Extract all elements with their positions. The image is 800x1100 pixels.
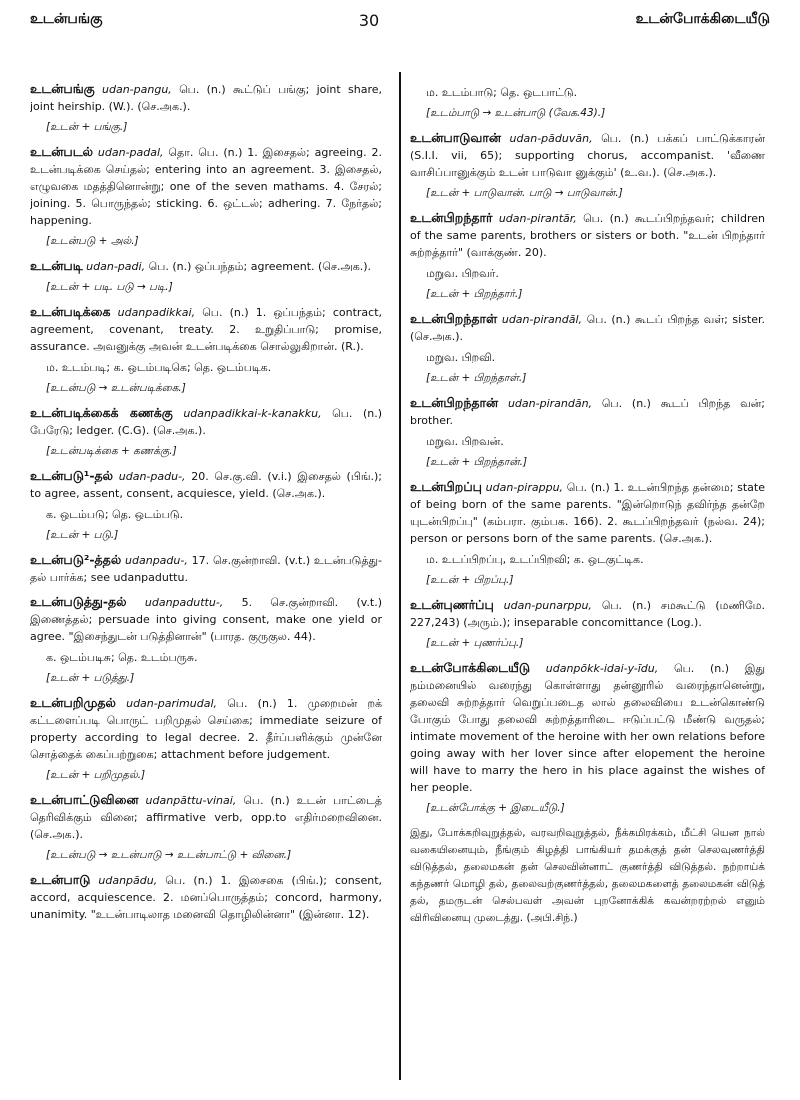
entry-transliteration: udan-pirandāl, (501, 313, 583, 326)
right-column-entries (410, 84, 765, 817)
entry-transliteration: udan-punarppu, (503, 599, 592, 612)
entry-etymology: [உடன் + பிறந்தார்.] (426, 288, 523, 300)
dictionary-entry (410, 478, 765, 589)
entry-transliteration: udanpādu, (98, 874, 158, 887)
closing-paragraph: இது, போக்கறிவுறுத்தல், வரவறிவுறுத்தல், நீக்கமிரக்கம், மீட்சி யென நால் வகையினையும், நீங்கும் கிழத்தி பாங்கியர் தமக்குத் தன் செலவுணர்த்தி விடுத்தல், தலைமகன் தன் செலவின்னாட் குணர்த்தி விடுத்தல். நற்றாய்க் கந்தணர் மொழி தல், தலைவற்குணர்த்தல், தலைமகளைத் தலைமகன் விடுத் தல், தமருடன் செல்பவள் அவன் புறனோக்கிக் கவன்றரற்றல் எனும் விரிவினையு முடைத்து. (அபி.சிந்.) (410, 827, 765, 924)
entry-headword: உடன்படிக்கைக் கணக்கு (30, 405, 173, 420)
entry-definition (30, 593, 382, 645)
entry-transliteration: udanpōkk-idai-y-īdu, (545, 662, 659, 675)
entry-etymology: [உடன் + புணர்ப்பு.] (426, 637, 524, 649)
entry-etymology: [உடன் + படு.] (46, 529, 119, 541)
entry-headword: உடன்பறிமுதல் (30, 695, 116, 710)
entry-definition (30, 80, 382, 115)
entry-definition (30, 791, 382, 843)
entry-cognates: மறுவ. பிறவர். (426, 267, 499, 280)
entry-cognates: மறுவ. பிறவி. (426, 351, 496, 364)
entry-definition (410, 596, 765, 631)
entry-definition (410, 478, 765, 547)
entry-headword: உடன்படு¹-தல் (30, 468, 114, 483)
entry-body: பெ. (n.) பேரேடு; ledger. (C.G). (செ.அக.). (30, 407, 382, 437)
entry-etymology: [உடம்பாடு → உடன்பாடு (வேக.43).] (426, 107, 606, 119)
entry-body: தொ. பெ. (n.) 1. இசைதல்; agreeing. 2. உடன்படிக்கை செய்தல்; entering into an agreement. 3. இசைதல், எழுவகை மதத்தினொன்று; one of the seven mathams. 4. சேரல்; joining. 5. பொருந்தல்; sticking. 6. ஒட்டல்; adhering. 7. நேர்தல்; happening. (30, 146, 382, 227)
entry-transliteration: udanpāttu-vinai, (145, 794, 237, 807)
entry-definition (410, 659, 765, 796)
entry-body: பெ. (n.) பக்கப் பாட்டுக்காரன் (S.I.I. vii, 65); supporting chorus, accompanist. 'வீணை வாசிப்பானுக்கும் உடன் பாடுவா னுக்கும்' (உ.வ.). (செ.அக.). (410, 132, 765, 179)
entry-etymology: [உடன்படிக்கை + கணக்கு.] (46, 445, 177, 457)
entry-body: பெ. (n.) கூடப்பிறந்தவர்; children of the same parents, brothers or sisters or both. "உடன் பிறந்தார் சுற்றத்தார்" (வாக்குண். 20). (410, 212, 765, 259)
entry-etymology: [உடன்படு + அல்.] (46, 235, 139, 247)
entry-headword: உடன்படுத்து-தல் (30, 594, 127, 609)
entry-transliteration: udan-padal, (97, 146, 164, 159)
entry-definition (410, 129, 765, 181)
entry-transliteration: udanpadu-, (125, 554, 188, 567)
dictionary-entry (30, 80, 382, 136)
entry-transliteration: udan-pirantār, (498, 212, 577, 225)
entry-headword: உடன்பிறந்தார் (410, 210, 493, 225)
entry-etymology: [உடன் + பாடுவான். பாடு → பாடுவான்.] (426, 187, 623, 199)
entry-transliteration: udanpadikkai-k-kanakku, (183, 407, 322, 420)
dictionary-entry (30, 871, 382, 923)
page-number: 30 (358, 10, 380, 30)
entry-etymology: [உடன் + பிறந்தான்.] (426, 456, 528, 468)
entry-definition (30, 871, 382, 923)
entry-body: பெ. (n.) 1. உடன்பிறந்த தன்மை; state of being born of the same parents. "இன்றொடுந் தவிர்ந்த தன்றே யுடன்பிறப்பு" (கம்பரா. கும்பக. 166). 2. கூடப்பிறந்தவர் (நல்வ. 24); person or persons born of the same parents. (செ.அக.). (410, 481, 765, 545)
entry-definition (410, 310, 765, 345)
dictionary-entry (410, 209, 765, 303)
dictionary-entry (30, 303, 382, 397)
entry-definition (30, 551, 382, 586)
entry-headword: உடன்பாடு (30, 872, 91, 887)
dictionary-entry (410, 596, 765, 652)
header-left-guideword: உடன்பங்கு (30, 11, 103, 27)
entry-etymology: [உடன் + பிறப்பு.] (426, 574, 514, 586)
page-header (30, 6, 770, 34)
dictionary-entry (30, 791, 382, 864)
entry-headword: உடன்பிறந்தாள் (410, 311, 498, 326)
right-column (410, 80, 765, 1080)
entry-headword: உடன்பாட்டுவினை (30, 792, 139, 807)
entry-body: 17. செ.குன்றாவி. (v.t.) உடன்படுத்து-தல் பார்க்க; see udanpaduttu. (30, 554, 382, 584)
entry-transliteration: udanpaduttu-, (144, 596, 224, 609)
entry-definition (30, 303, 382, 355)
entry-headword: உடன்பாடுவான் (410, 130, 502, 145)
header-right-guideword: உடன்போக்கிடையீடு (635, 11, 770, 27)
entry-transliteration: udan-parimudal, (126, 697, 217, 710)
entry-body: பெ. (n.) இது நம்மனையில் வரைந்து கொள்ளாது தன்னூரில் வரைந்தானென்று, தலைவி சுற்றத்தார் வெறுப்படைத லால் தலைவியை உடன்கொண்டு போகும் போது தலைவி சுற்றத்தாரிடை ஈடுப்பட்டு மீண்டு வருதல்; intimate movement of the heroine with her own relations before going away with her lover since after elopement the heroine will have to marry the hero in his place against the wishes of her people. (410, 662, 765, 794)
entry-body: பெ. (n.) சமகூட்டு (மணிமே. 227,243) (அரும்.); inseparable concomittance (Log.). (410, 599, 765, 629)
entry-body: 5. செ.குன்றாவி. (v.t.) இணைத்தல்; persuade into giving consent, make one yield or agree. "இசைந்துடன் படுத்தினான்" (பாரத. குருகுல. 44). (30, 596, 382, 643)
entry-transliteration: udan-padi, (86, 260, 146, 273)
entry-headword: உடன்பங்கு (30, 81, 95, 96)
entry-headword: உடன்படிக்கை (30, 304, 111, 319)
entry-definition (30, 467, 382, 502)
dictionary-entry (410, 84, 765, 122)
dictionary-entry (30, 694, 382, 784)
entry-definition (30, 694, 382, 763)
entry-definition (30, 143, 382, 229)
dictionary-entry (410, 394, 765, 471)
entry-headword: உடன்படு²-த்தல் (30, 552, 122, 567)
entry-cognates: க. ஒடம்படு; தெ. ஒடம்படு. (46, 508, 184, 521)
dictionary-entry (30, 257, 382, 296)
column-divider (399, 72, 401, 1080)
entry-headword: உடன்போக்கிடையீடு (410, 660, 531, 675)
entry-transliteration: udanpadikkai, (117, 306, 196, 319)
entry-transliteration: udan-padu-, (118, 470, 186, 483)
entry-headword: உடன்பிறப்பு (410, 479, 482, 494)
entry-etymology: [உடன் + பறிமுதல்.] (46, 769, 146, 781)
dictionary-entry (30, 593, 382, 687)
entry-definition (410, 209, 765, 261)
entry-transliteration: udan-pāduvān, (509, 132, 593, 145)
entry-headword: உடன்புணர்ப்பு (410, 597, 494, 612)
entry-headword: உடன்பிறந்தான் (410, 395, 499, 410)
entry-definition (410, 394, 765, 429)
dictionary-entry (410, 310, 765, 387)
entry-etymology: [உடன்படு → உடன்படிக்கை.] (46, 382, 186, 394)
dictionary-entry (30, 551, 382, 586)
dictionary-entry (30, 404, 382, 460)
entry-headword: உடன்படல் (30, 144, 94, 159)
entry-etymology: [உடன் + படுத்து.] (46, 672, 135, 684)
entry-definition (30, 257, 382, 275)
entry-transliteration: udan-pangu, (102, 83, 172, 96)
dictionary-entry (30, 467, 382, 544)
entry-cognates: க. ஒடம்படிசு; தெ. உடம்பருசு. (46, 651, 198, 664)
left-column (30, 80, 382, 1080)
entry-etymology: [உடன் + பிறந்தாள்.] (426, 372, 527, 384)
entry-body: பெ. (n.) 1. ஒப்பந்தம்; contract, agreement, covenant, treaty. 2. உறுதிப்பாடு; promise, assurance. அவனுக்கு அவன் உடன்படிக்கை சொல்லுகிறான். (R.). (30, 306, 382, 353)
entry-etymology: [உடன்போக்கு + இடையீடு.] (426, 802, 565, 814)
entry-body: பெ. (n.) கூடப் பிறந்த வன்; brother. (410, 397, 765, 427)
entry-body: பெ. (n.) கூடப் பிறந்த வள்; sister. (செ.அக.). (410, 313, 765, 343)
entry-cognates: மறுவ. பிறவன். (426, 435, 504, 448)
entry-cognates: ம. உடப்பிறப்பு, உடப்பிறவி; க. ஒடகுட்டிக. (426, 553, 644, 566)
entry-transliteration: udan-pirandān, (507, 397, 593, 410)
entry-cognates: ம. உடம்படி; க. ஒடம்படிகெ; தெ. ஒடம்படிக. (46, 361, 272, 374)
entry-transliteration: udan-pirappu, (485, 481, 564, 494)
entry-headword: உடன்படி (30, 258, 83, 273)
entry-body: பெ. (n.) 1. முறைமன் றக் கட்டளைப்படி பொருட் பறிமுதல் செய்கை; immediate seizure of property according to legal decree. 2. தீர்ப்பளிக்கும் முன்னே சொத்தைக் கைப்பற்றுகை; attachment before judgement. (30, 697, 382, 761)
dictionary-entry (410, 659, 765, 817)
dictionary-entry (30, 143, 382, 250)
entry-etymology: [உடன் + பங்கு.] (46, 121, 128, 133)
entry-body: பெ. (n.) ஒப்பந்தம்; agreement. (செ.அக.). (148, 260, 372, 273)
entry-body: பெ. (n.) 1. இசைகை (பிங்.); consent, accord, acquiescence. 2. மனப்பொருத்தம்; concord, harmony, unanimity. "உடன்பாடிலாத மனைவி தொழிலின்னா" (இன்னா. 12). (30, 874, 382, 921)
entry-etymology: [உடன் + படி. படு → படி.] (46, 281, 173, 293)
entry-body: பெ. (n.) கூட்டுப் பங்கு; joint share, joint heirship. (W.). (செ.அக.). (30, 83, 382, 113)
dictionary-entry (410, 129, 765, 202)
entry-etymology: [உடன்படு → உடன்பாடு → உடன்பாட்டு + வினை.] (46, 849, 292, 861)
entry-body: பெ. (n.) உடன் பாட்டைத் தெரிவிக்கும் வினை; affirmative verb, opp.to எதிர்மறைவினை. (செ.அக.). (30, 794, 382, 841)
entry-body: 20. செ.கு.வி. (v.i.) இசைதல் (பிங்.); to agree, assent, consent, acquiesce, yield. (செ.அக.). (30, 470, 382, 500)
entry-cognates: ம. உடம்பாடு; தெ. ஒடபாட்டு. (426, 86, 578, 99)
entry-definition (30, 404, 382, 439)
